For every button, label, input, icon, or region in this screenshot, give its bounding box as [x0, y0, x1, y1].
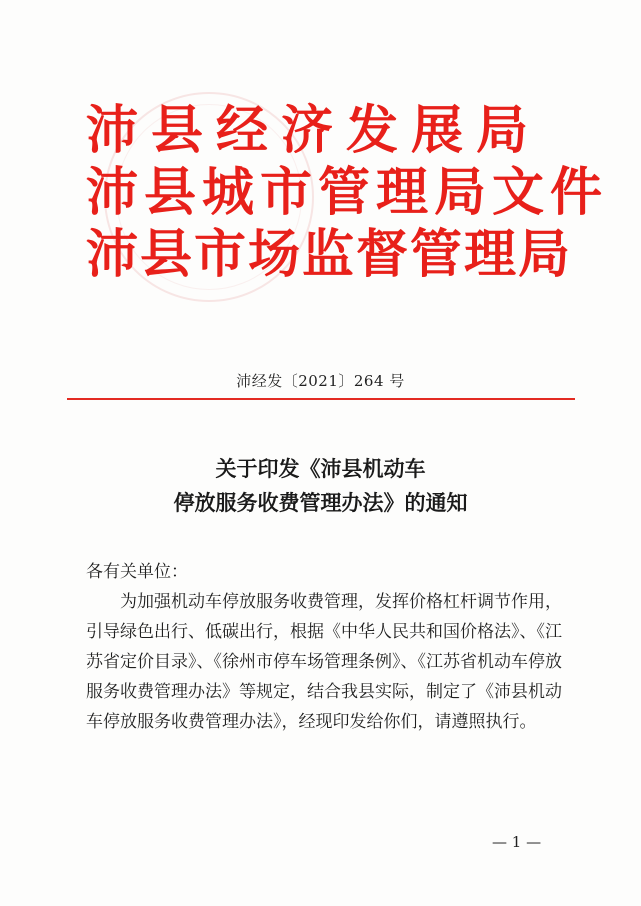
body-paragraph: 为加强机动车停放服务收费管理，发挥价格杠杆调节作用，引导绿色出行、低碳出行，根据《中华人民共和国价格法》、《江苏省定价目录》、《徐州市停车场管理条例》、《江苏省机动车停放服务收费管理办法》等规定，结合我县实际，制定了《沛县机动车停放服务收费管理办法》，经现印发给你们，请遵照执行。: [86, 592, 562, 732]
agency-market-supervision: 沛县市场监督管理局: [86, 224, 573, 285]
page-number: — 1 —: [492, 833, 542, 851]
document-number: 沛经发〔2021〕264 号: [236, 372, 405, 390]
agency-economic-development: 沛县经济发展局: [86, 100, 542, 161]
issuing-agencies-header: [86, 100, 609, 286]
red-separator-line: [67, 398, 575, 400]
title-line-1: 关于印发《沛县机动车: [215, 456, 426, 481]
document-title: [0, 452, 641, 520]
salutation: 各有关单位：: [86, 562, 188, 582]
agency-urban-management: 沛县城市管理局文件: [86, 162, 609, 223]
title-line-2: 停放服务收费管理办法》的通知: [173, 490, 468, 515]
document-body: [86, 557, 562, 737]
